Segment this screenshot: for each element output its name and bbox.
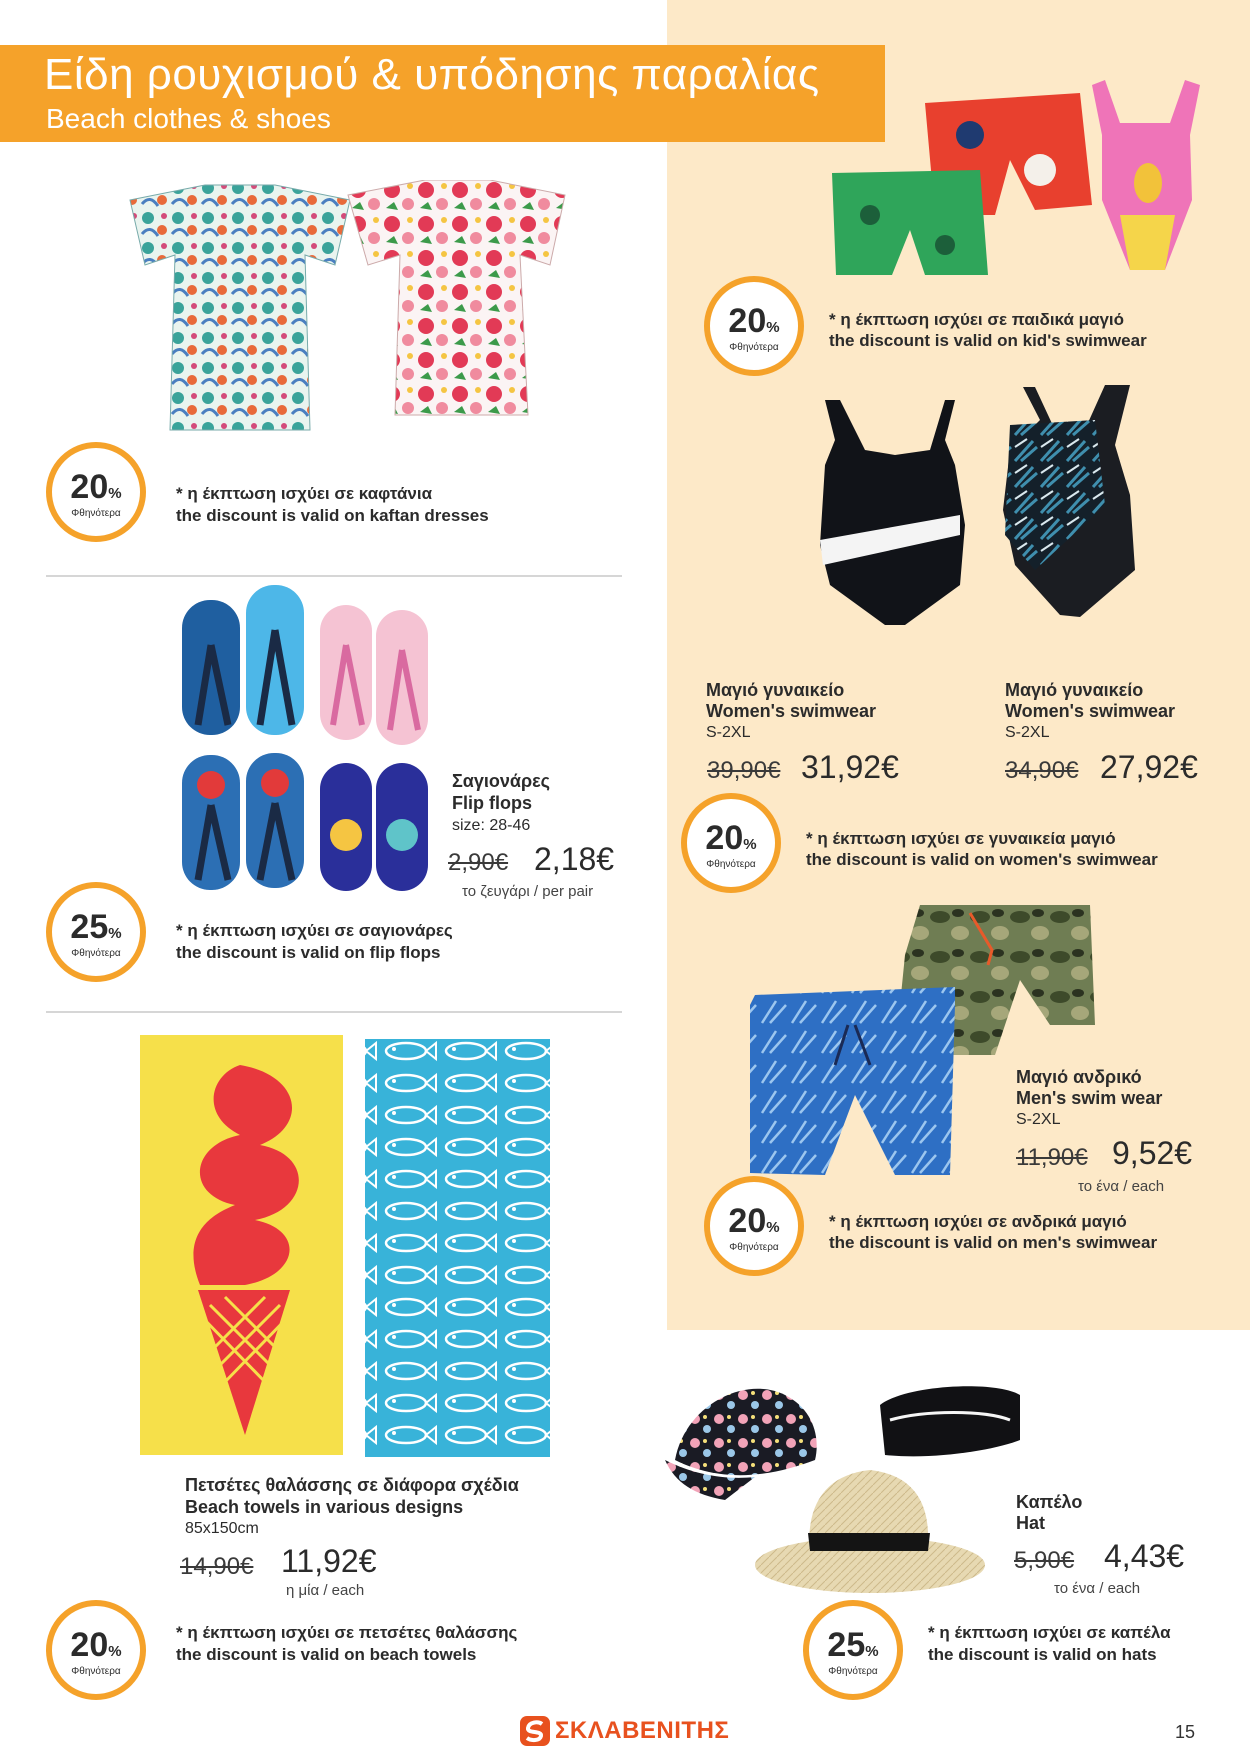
womens-swimwear-2-new-price: 27,92€ <box>1100 749 1198 785</box>
discount-note-kaftan-en: the discount is valid on kaftan dresses <box>176 506 489 525</box>
hats-image <box>665 1365 1045 1600</box>
page-number: 15 <box>1175 1722 1196 1742</box>
mens-swimwear-name-en: Men's swim wear <box>1016 1088 1163 1108</box>
beach-towels-new-price: 11,92€ <box>281 1543 377 1579</box>
discount-badge-beach-towels: 20% Φθηνότερα <box>46 1600 146 1700</box>
section-subtitle: Beach clothes & shoes <box>46 103 331 134</box>
mens-swimwear-image <box>730 905 1095 1180</box>
flip-flops-size: size: 28-46 <box>452 817 531 834</box>
discount-note-beach-towels-en: the discount is valid on beach towels <box>176 1645 477 1664</box>
beach-towels-name-gr: Πετσέτες θαλάσσης σε διάφορα σχέδια <box>185 1475 519 1495</box>
discount-note-womens-swimwear-en: the discount is valid on women's swimwear <box>806 850 1158 869</box>
discount-note-beach-towels-gr: * η έκπτωση ισχύει σε πετσέτες θαλάσσης <box>176 1623 518 1642</box>
flip-flops-old-price: 2,90€ <box>448 849 509 876</box>
mens-swimwear-size: S-2XL <box>1016 1111 1061 1128</box>
discount-note-mens-swimwear-en: the discount is valid on men's swimwear <box>829 1233 1158 1252</box>
brand-logo-icon <box>520 1716 550 1746</box>
hat-name-en: Hat <box>1016 1513 1046 1533</box>
flip-flops-name-en: Flip flops <box>452 793 532 813</box>
beach-towels-unit: η μία / each <box>286 1582 365 1599</box>
beach-towels-size: 85x150cm <box>185 1520 259 1537</box>
womens-swimwear-1-name-gr: Μαγιό γυναικείο <box>706 680 845 700</box>
discount-badge-mens-swimwear: 20% Φθηνότερα <box>704 1176 804 1276</box>
discount-note-flip-flops-gr: * η έκπτωση ισχύει σε σαγιονάρες <box>176 921 453 940</box>
brand-name: ΣΚΛΑΒΕΝΙΤΗΣ <box>555 1717 730 1744</box>
womens-swimwear-1-new-price: 31,92€ <box>801 749 899 785</box>
discount-note-kids-swimwear-en: the discount is valid on kid's swimwear <box>829 331 1147 350</box>
divider <box>46 1011 622 1013</box>
hat-unit: το ένα / each <box>1054 1580 1141 1597</box>
beach-towels-image <box>140 1035 550 1460</box>
womens-swimwear-image <box>805 385 1205 680</box>
womens-swimwear-1-name-en: Women's swimwear <box>706 701 877 721</box>
discount-note-hats-gr: * η έκπτωση ισχύει σε καπέλα <box>928 1623 1171 1642</box>
discount-badge-flip-flops: 25% Φθηνότερα <box>46 882 146 982</box>
mens-swimwear-unit: το ένα / each <box>1078 1178 1165 1195</box>
hat-old-price: 5,90€ <box>1014 1547 1075 1574</box>
discount-note-kids-swimwear-gr: * η έκπτωση ισχύει σε παιδικά μαγιό <box>829 310 1125 329</box>
flip-flops-unit: το ζευγάρι / per pair <box>462 883 594 900</box>
kaftan-dresses-image <box>110 180 600 450</box>
discount-badge-womens-swimwear: 20% Φθηνότερα <box>681 793 781 893</box>
discount-badge-hats: 25% Φθηνότερα <box>803 1600 903 1700</box>
beach-towels-old-price: 14,90€ <box>180 1553 254 1580</box>
discount-note-womens-swimwear-gr: * η έκπτωση ισχύει σε γυναικεία μαγιό <box>806 829 1116 848</box>
discount-note-mens-swimwear-gr: * η έκπτωση ισχύει σε ανδρικά μαγιό <box>829 1212 1127 1231</box>
discount-note-flip-flops-en: the discount is valid on flip flops <box>176 943 441 962</box>
section-title: Είδη ρουχισμού & υπόδησης παραλίας <box>44 50 820 99</box>
hat-new-price: 4,43€ <box>1104 1538 1185 1574</box>
mens-swimwear-name-gr: Μαγιό ανδρικό <box>1016 1067 1142 1087</box>
womens-swimwear-2-name-gr: Μαγιό γυναικείο <box>1005 680 1144 700</box>
mens-swimwear-old-price: 11,90€ <box>1016 1144 1088 1171</box>
discount-badge-kaftan: 20% Φθηνότερα <box>46 442 146 542</box>
womens-swimwear-1-size: S-2XL <box>706 724 751 741</box>
womens-swimwear-2-old-price: 34,90€ <box>1005 757 1079 784</box>
divider <box>46 575 622 577</box>
hat-name-gr: Καπέλο <box>1016 1492 1083 1512</box>
discount-badge-kids-swimwear: 20% Φθηνότερα <box>704 276 804 376</box>
kids-swimwear-image <box>830 75 1205 280</box>
discount-note-hats-en: the discount is valid on hats <box>928 1645 1157 1664</box>
flip-flops-new-price: 2,18€ <box>534 841 615 877</box>
flip-flops-name-gr: Σαγιονάρες <box>452 771 550 791</box>
discount-note-kaftan-gr: * η έκπτωση ισχύει σε καφτάνια <box>176 484 433 503</box>
flip-flops-image <box>180 585 430 895</box>
womens-swimwear-2-name-en: Women's swimwear <box>1005 701 1176 721</box>
beach-towels-name-en: Beach towels in various designs <box>185 1497 464 1517</box>
womens-swimwear-2-size: S-2XL <box>1005 724 1050 741</box>
mens-swimwear-new-price: 9,52€ <box>1112 1135 1193 1171</box>
womens-swimwear-1-old-price: 39,90€ <box>707 757 781 784</box>
